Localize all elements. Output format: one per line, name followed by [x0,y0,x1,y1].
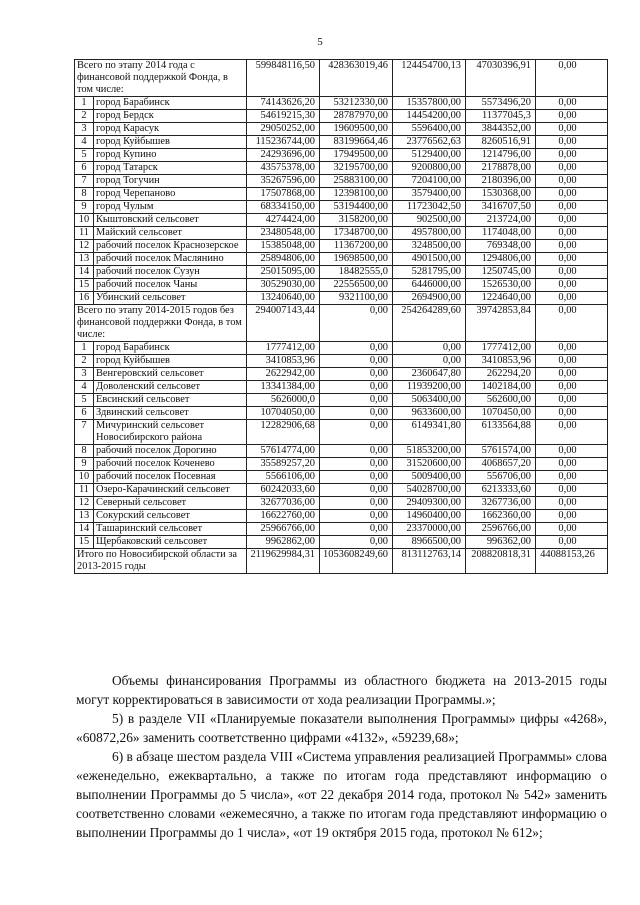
table-cell: 30529030,00 [247,279,320,292]
table-cell: 3410853,96 [466,355,536,368]
row-number: 4 [75,381,94,394]
table-cell: 0,00 [536,162,608,175]
table-cell: 115236744,00 [247,136,320,149]
table-cell: 0,00 [536,381,608,394]
table-cell: 6213333,60 [466,484,536,497]
table-cell: 0,00 [536,123,608,136]
municipality-name: рабочий поселок Маслянино [94,253,247,266]
paragraph: Объемы финансирования Программы из областного бюджета на 2013-2015 годы могут корректироваться в зависимости от хода реализации Программы.»; [76,673,607,707]
table-cell: 0,00 [536,445,608,458]
row-number: 7 [75,175,94,188]
table-row [75,471,608,484]
municipality-name: город Чулым [94,201,247,214]
table-row [75,266,608,279]
table-cell: 17507868,00 [247,188,320,201]
table-cell: 0,00 [536,149,608,162]
table-cell: 4274424,00 [247,214,320,227]
table-cell: 0,00 [393,342,466,355]
table-cell: 23776562,63 [393,136,466,149]
table-cell: 3416707,50 [466,201,536,214]
municipality-name: Ташаринский сельсовет [94,523,247,536]
table-cell: 4068657,20 [466,458,536,471]
table-cell: 43575378,00 [247,162,320,175]
table-cell: 3410853,96 [247,355,320,368]
row-number: 13 [75,510,94,523]
table-cell: 3267736,00 [466,497,536,510]
table-cell: 9962862,00 [247,536,320,549]
row-number: 12 [75,497,94,510]
table-cell: 14454200,00 [393,110,466,123]
table-row [75,279,608,292]
table-cell: 0,00 [320,458,393,471]
table-cell: 0,00 [536,305,608,342]
table-cell: 813112763,14 [393,549,466,574]
paragraph: 5) в разделе VII «Планируемые показатели выполнения Программы» цифры «4268», «60872,26» заменить соответственно цифрами «4132», «59239,68»; [76,711,607,745]
table-cell: 12282906,68 [247,420,320,445]
row-number: 5 [75,149,94,162]
table-cell: 1777412,00 [247,342,320,355]
table-cell: 0,00 [536,240,608,253]
table-cell: 0,00 [320,497,393,510]
row-number: 11 [75,227,94,240]
municipality-name: город Татарск [94,162,247,175]
table-row [75,227,608,240]
table-cell: 5626000,0 [247,394,320,407]
table-cell: 0,00 [536,355,608,368]
table-cell: 902500,00 [393,214,466,227]
table-cell: 0,00 [536,420,608,445]
table-cell: 9200800,00 [393,162,466,175]
table-cell: 19609500,00 [320,123,393,136]
row-number: 8 [75,188,94,201]
page-number: 5 [317,36,323,48]
table-cell: 9633600,00 [393,407,466,420]
table-row [75,342,608,355]
table-cell: 22556500,00 [320,279,393,292]
table-cell: 32677036,00 [247,497,320,510]
table-cell: 25015095,00 [247,266,320,279]
table-row [75,123,608,136]
table-row [75,136,608,149]
table-cell: 1174048,00 [466,227,536,240]
document-text [76,671,607,842]
table-cell: 996362,00 [466,536,536,549]
table-cell: 53194400,00 [320,201,393,214]
table-cell: 1662360,00 [466,510,536,523]
table-cell: 0,00 [536,253,608,266]
table-cell: 10704050,00 [247,407,320,420]
table-cell: 0,00 [536,201,608,214]
table-cell: 599848116,50 [247,60,320,97]
table-cell: 4901500,00 [393,253,466,266]
table-cell: 5281795,00 [393,266,466,279]
table-cell: 31520600,00 [393,458,466,471]
table-cell: 5596400,00 [393,123,466,136]
table-cell: 7204100,00 [393,175,466,188]
table-cell: 25883100,00 [320,175,393,188]
table-row [75,240,608,253]
municipality-name: Венгеровский сельсовет [94,368,247,381]
table-cell: 53212330,00 [320,97,393,110]
table-row [75,407,608,420]
table-row [75,214,608,227]
table-cell: 2622942,00 [247,368,320,381]
table-cell: 0,00 [536,407,608,420]
table-cell: 0,00 [320,342,393,355]
table-cell: 60242033,60 [247,484,320,497]
table-cell: 17348700,00 [320,227,393,240]
table-row [75,355,608,368]
table-total-row [75,549,608,574]
table-cell: 0,00 [320,510,393,523]
municipality-name: Убинский сельсовет [94,292,247,305]
table-cell: 15357800,00 [393,97,466,110]
row-number: 16 [75,292,94,305]
table-cell: 19698500,00 [320,253,393,266]
row-number: 1 [75,342,94,355]
municipality-name: Сокурский сельсовет [94,510,247,523]
row-number: 8 [75,445,94,458]
table-cell: 11723042,50 [393,201,466,214]
table-cell: 1530368,00 [466,188,536,201]
table-cell: 254264289,60 [393,305,466,342]
table-row [75,523,608,536]
table-cell: 2119629984,31 [247,549,320,574]
table-cell: 428363019,46 [320,60,393,97]
table-cell: 3248500,00 [393,240,466,253]
row-number: 14 [75,266,94,279]
table-cell: 1777412,00 [466,342,536,355]
table-cell: 0,00 [320,355,393,368]
table-cell: 8260516,91 [466,136,536,149]
row-number: 15 [75,536,94,549]
table-cell: 23480548,00 [247,227,320,240]
table-cell: 0,00 [536,175,608,188]
table-cell: 208820818,31 [466,549,536,574]
total-label: Всего по этапу 2014 года с финансовой поддержкой Фонда, в том числе: [75,60,247,97]
row-number: 12 [75,240,94,253]
municipality-name: город Тогучин [94,175,247,188]
table-cell: 1053608249,60 [320,549,393,574]
table-cell: 8966500,00 [393,536,466,549]
municipality-name: город Барабинск [94,342,247,355]
table-cell: 6133564,88 [466,420,536,445]
table-cell: 0,00 [320,445,393,458]
row-number: 7 [75,420,94,445]
table-cell: 3579400,00 [393,188,466,201]
municipality-name: город Купино [94,149,247,162]
table-row [75,253,608,266]
table-cell: 0,00 [536,497,608,510]
table-cell: 0,00 [536,484,608,497]
table-cell: 5573496,20 [466,97,536,110]
table-cell: 13341384,00 [247,381,320,394]
table-cell: 0,00 [536,342,608,355]
table-row [75,458,608,471]
municipality-name: Кыштовский сельсовет [94,214,247,227]
row-number: 4 [75,136,94,149]
table-cell: 1070450,00 [466,407,536,420]
table-row [75,497,608,510]
table-cell: 0,00 [320,381,393,394]
table-cell: 0,00 [536,279,608,292]
municipality-name: рабочий поселок Коченево [94,458,247,471]
table-cell: 68334150,00 [247,201,320,214]
table-cell: 11939200,00 [393,381,466,394]
table-cell: 0,00 [536,523,608,536]
table-row [75,175,608,188]
table-cell: 29409300,00 [393,497,466,510]
table-cell: 1526530,00 [466,279,536,292]
table-cell: 12398100,00 [320,188,393,201]
table-cell: 39742853,84 [466,305,536,342]
municipality-name: рабочий поселок Чаны [94,279,247,292]
row-number: 14 [75,523,94,536]
table-cell: 24293696,00 [247,149,320,162]
row-number: 3 [75,368,94,381]
municipality-name: рабочий поселок Сузун [94,266,247,279]
table-cell: 0,00 [393,355,466,368]
table-cell: 29050252,00 [247,123,320,136]
municipality-name: рабочий поселок Краснозерское [94,240,247,253]
row-number: 11 [75,484,94,497]
table-row [75,97,608,110]
municipality-name: рабочий поселок Посевная [94,471,247,484]
table-cell: 1294806,00 [466,253,536,266]
table-cell: 25894806,00 [247,253,320,266]
row-number: 9 [75,458,94,471]
table-cell: 35267596,00 [247,175,320,188]
table-cell: 262294,20 [466,368,536,381]
row-number: 2 [75,110,94,123]
table-cell: 0,00 [536,266,608,279]
table-cell: 1214796,00 [466,149,536,162]
table-cell: 0,00 [320,523,393,536]
table-cell: 35589257,20 [247,458,320,471]
table-cell: 0,00 [536,394,608,407]
table-cell: 44088153,26 [536,549,608,574]
municipality-name: город Карасук [94,123,247,136]
table-cell: 17949500,00 [320,149,393,162]
table-cell: 0,00 [536,214,608,227]
row-number: 6 [75,407,94,420]
table-cell: 1402184,00 [466,381,536,394]
financing-table [74,59,608,574]
table-cell: 0,00 [536,458,608,471]
table-cell: 3158200,00 [320,214,393,227]
total-label: Итого по Новосибирской области за 2013-2015 годы [75,549,247,574]
table-cell: 15385048,00 [247,240,320,253]
municipality-name: город Барабинск [94,97,247,110]
row-number: 13 [75,253,94,266]
table-cell: 0,00 [536,188,608,201]
table-total-row [75,60,608,97]
table-cell: 25966766,00 [247,523,320,536]
table-cell: 0,00 [320,536,393,549]
table-cell: 124454700,13 [393,60,466,97]
table-cell: 16622760,00 [247,510,320,523]
table-cell: 556706,00 [466,471,536,484]
table-row [75,162,608,175]
table-row [75,394,608,407]
table-cell: 769348,00 [466,240,536,253]
table-cell: 0,00 [536,60,608,97]
table-cell: 0,00 [320,407,393,420]
table-cell: 47030396,91 [466,60,536,97]
municipality-name: Мичуринский сельсовет Новосибирского района [94,420,247,445]
table-cell: 54619215,30 [247,110,320,123]
table-cell: 2596766,00 [466,523,536,536]
row-number: 9 [75,201,94,214]
table-row [75,292,608,305]
table-cell: 294007143,44 [247,305,320,342]
table-cell: 5566106,00 [247,471,320,484]
table-cell: 0,00 [536,536,608,549]
table-cell: 0,00 [536,136,608,149]
table-cell: 0,00 [320,394,393,407]
table-cell: 0,00 [536,97,608,110]
table-cell: 11367200,00 [320,240,393,253]
table-cell: 57614774,00 [247,445,320,458]
municipality-name: Доволенский сельсовет [94,381,247,394]
table-cell: 0,00 [536,110,608,123]
table-cell: 6446000,00 [393,279,466,292]
municipality-name: город Куйбышев [94,136,247,149]
table-cell: 14960400,00 [393,510,466,523]
table-row [75,381,608,394]
table-cell: 0,00 [320,420,393,445]
table-cell: 2180396,00 [466,175,536,188]
table-row [75,149,608,162]
table-cell: 51853200,00 [393,445,466,458]
municipality-name: Евсинский сельсовет [94,394,247,407]
table-cell: 2360647,80 [393,368,466,381]
row-number: 6 [75,162,94,175]
row-number: 15 [75,279,94,292]
table-cell: 0,00 [320,484,393,497]
table-cell: 18482555,0 [320,266,393,279]
total-label: Всего по этапу 2014-2015 годов без финансовой поддержки Фонда, в том числе: [75,305,247,342]
municipality-name: Здвинский сельсовет [94,407,247,420]
table-row [75,484,608,497]
table-cell: 23370000,00 [393,523,466,536]
table-row [75,201,608,214]
table-cell: 5063400,00 [393,394,466,407]
table-cell: 0,00 [536,510,608,523]
table-cell: 5761574,00 [466,445,536,458]
municipality-name: Майский сельсовет [94,227,247,240]
row-number: 10 [75,471,94,484]
table-row [75,510,608,523]
table-cell: 9321100,00 [320,292,393,305]
row-number: 3 [75,123,94,136]
table-cell: 0,00 [320,305,393,342]
row-number: 2 [75,355,94,368]
table-row [75,420,608,445]
municipality-name: город Куйбышев [94,355,247,368]
table-row [75,368,608,381]
table-row [75,445,608,458]
table-cell: 54028700,00 [393,484,466,497]
table-total-row [75,305,608,342]
paragraph: 6) в абзаце шестом раздела VIII «Система управления реализацией Программы» слова «еженедельно, ежеквартально, а также по итогам года представляют информацию о выполнении Программы до 5 числа», «от 22 декабря 2014 года, протокол № 542» заменить соответственно словами «ежемесячно, а также по итогам года представляют информацию о выполнении Программы до 1 числа», «от 19 октября 2015 года, протокол № 612»; [76,749,607,840]
municipality-name: Щербаковский сельсовет [94,536,247,549]
table-cell: 562600,00 [466,394,536,407]
municipality-name: Северный сельсовет [94,497,247,510]
table-cell: 5009400,00 [393,471,466,484]
table-cell: 213724,00 [466,214,536,227]
table-cell: 74143626,20 [247,97,320,110]
table-cell: 5129400,00 [393,149,466,162]
table-cell: 1250745,00 [466,266,536,279]
table-cell: 2694900,00 [393,292,466,305]
table-row [75,110,608,123]
table-row [75,536,608,549]
row-number: 1 [75,97,94,110]
table-cell: 3844352,00 [466,123,536,136]
row-number: 10 [75,214,94,227]
table-cell: 4957800,00 [393,227,466,240]
table-cell: 28787970,00 [320,110,393,123]
table-row [75,188,608,201]
table-cell: 83199664,46 [320,136,393,149]
table-cell: 0,00 [320,368,393,381]
table-cell: 0,00 [536,292,608,305]
municipality-name: город Бердск [94,110,247,123]
table-cell: 0,00 [320,471,393,484]
row-number: 5 [75,394,94,407]
table-cell: 11377045,3 [466,110,536,123]
municipality-name: город Черепаново [94,188,247,201]
municipality-name: Озеро-Карачинский сельсовет [94,484,247,497]
table-cell: 0,00 [536,471,608,484]
table-cell: 13240640,00 [247,292,320,305]
table-cell: 6149341,80 [393,420,466,445]
table-cell: 1224640,00 [466,292,536,305]
table-cell: 32195700,00 [320,162,393,175]
table-cell: 0,00 [536,227,608,240]
municipality-name: рабочий поселок Дорогино [94,445,247,458]
table-cell: 2178878,00 [466,162,536,175]
table-cell: 0,00 [536,368,608,381]
